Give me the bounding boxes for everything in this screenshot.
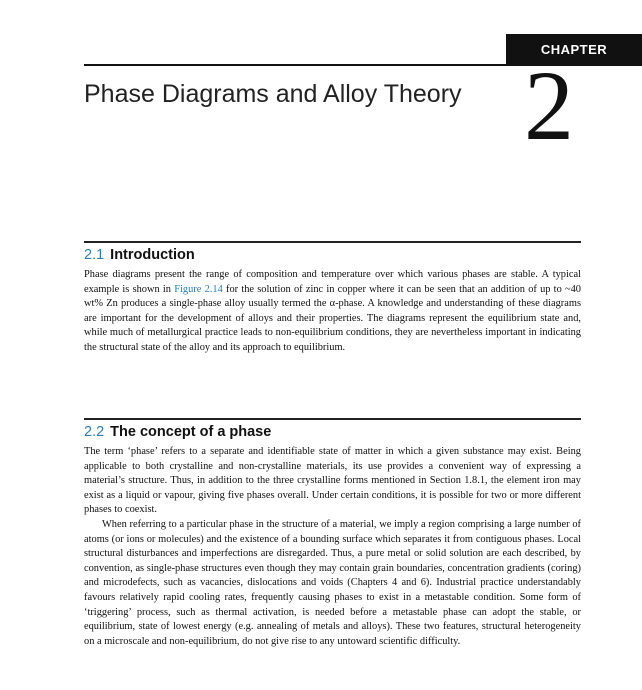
- figure-link[interactable]: Figure 2.14: [174, 283, 223, 295]
- paragraph: When referring to a particular phase in the structure of a material, we imply a region comprising a large number of atoms (or ions or molecules) and the existence of a bounding surface which separates it from contiguous phases. Local structural disturbances and imperfections are disregarded. Thus, a pure metal or solid solution are each described, by convention, as single-phase structures even though they may contain grain boundaries, concentration gradients (coring) and microdefects, such as vacancies, dislocations and voids (Chapters 4 and 6). Industrial practice understandably favours relatively rapid cooling rates, frequently causing phases to exist in a metastable condition. Some form of ‘triggering’ process, such as thermal activation, is needed before a metastable phase can adopt the stable, or equilibrium, state of lowest energy (e.g. annealing of metals and alloys). These two features, structural heterogeneity on a microscale and non-equilibrium, do not give rise to any untoward scientific difficulty.: [84, 519, 581, 647]
- paragraph: The term ‘phase’ refers to a separate and identifiable state of matter in which a given substance may exist. Being applicable to both crystalline and non-crystalline materials, its use provides a convenient way of expressing a material’s structure. Thus, in addition to the three crystalline forms mentioned in Section 1.8.1, the element iron may exist as a liquid or vapour, giving five phases overall. Under certain conditions, it is possible for two or more different phases to coexist.: [84, 446, 581, 516]
- section-number: 2.2: [84, 424, 105, 440]
- chapter-label: CHAPTER: [540, 41, 608, 57]
- section-rule: [84, 241, 581, 243]
- paragraph-text: for the solution of zinc in copper where it can be seen that an addition of up to ~40 wt% Zn produces a single-phase alloy usually termed the α-phase. A knowledge and understanding of these diagrams are important for the development of alloys and their properties. The diagrams represent the equilibrium state and, while much of metallurgical practice leads to non-equilibrium conditions, they are nevertheless important in indicating the structural state of the alloy and its approach to equilibrium.: [84, 283, 581, 353]
- section-rule: [84, 418, 581, 420]
- paragraph-text: Phase diagrams present the range of composition and temperature over which various phases are stable. A typical example is shown in: [84, 269, 581, 295]
- chapter-number: 2: [524, 50, 574, 161]
- section-heading: [84, 247, 195, 263]
- paragraph: [84, 268, 581, 356]
- section-number: 2.1: [84, 247, 105, 263]
- section-title: The concept of a phase: [110, 424, 272, 440]
- section-heading: [84, 424, 271, 440]
- section-title: Introduction: [110, 247, 195, 263]
- chapter-title: Phase Diagrams and Alloy Theory: [84, 80, 462, 108]
